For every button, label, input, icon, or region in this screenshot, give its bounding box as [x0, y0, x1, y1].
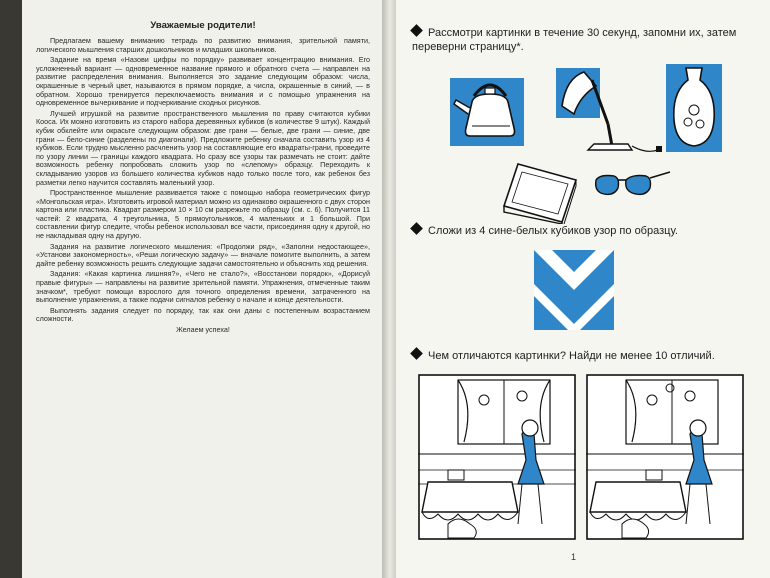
cube-pattern-icon	[534, 250, 614, 330]
paragraph: Задания на развитие логического мышления: «Продолжи ряд», «Заполни недостающее», «Установи закономерность», «Реши логическую задачу» — вначале помогите выполнить, а затем дайте ребенку возможность решить следующие задачи самостоятельно и объяснить ход решения.	[36, 241, 370, 268]
task-text: Сложи из 4 сине-белых кубиков узор по образцу.	[428, 225, 678, 237]
task-differences	[412, 349, 752, 363]
diamond-bullet-icon	[410, 24, 423, 37]
task-memorize	[412, 26, 752, 54]
difference-picture-right	[586, 374, 744, 540]
closing-line: Желаем успеха!	[176, 325, 230, 334]
paragraph: Задания: «Какая картинка лишняя?», «Чего не стало?», «Восстанови порядок», «Дорисуй правые фигуры» — направлены на развитие зрительной памяти. Упражнения, отмеченные таким значком*, требуют помощи взрослого для точного определения времени, затраченного на выполнение упражнения, а также подачи сигналов ребенку о начале и конце деятельности.	[36, 269, 370, 305]
vase-icon	[664, 62, 724, 154]
diamond-bullet-icon	[410, 347, 423, 360]
page-title: Уважаемые родители!	[150, 20, 256, 31]
desk-lamp-icon	[546, 66, 666, 162]
paragraph: Задание на время «Назови цифры по порядку» развивает концентрацию внимания. Его усложненный вариант — одновременное название прямого и обратного счета — направлен на развитие распределения внимания. Выполняется это задание следующим образом: числа, окрашенные в черный цвет, называются в прямом порядке, а числа, окрашенные в синий, — в обратном. Хорошо тренируется переключаемость внимания и с помощью упражнения на одновременное вычеркивание и подчеркивание сходных рисунков.	[36, 55, 370, 108]
paragraph: Лучшей игрушкой на развитие пространственного мышления по праву считаются кубики Кооса. Их можно изготовить из старого набора деревянных кубиков (в количестве 9 штук). Каждый кубик обклейте или окрасьте следующим образом: две грани — белые, две грани — синие, две грани — бело-синие (разделены по диагонали). Предложите ребенку сначала составить узор из 4 кубиков. Если трудно мысленно расчленить узор на составляющие его квадраты-грани, проведите по узору линии — границы каждого квадрата. Но сразу все узоры так размечать не стоит: дайте возможность ребенку попробовать сложить узор по «слепому» образцу. Переходить к складыванию узоров из большего количества кубиков надо только после того, как ребенок без разметки легко научится составлять маленький узор.	[36, 108, 370, 187]
diamond-bullet-icon	[410, 222, 423, 235]
book-icon	[500, 162, 580, 224]
right-page	[396, 0, 770, 578]
task-cubes	[412, 224, 752, 238]
task-text: Чем отличаются картинки? Найди не менее 10 отличий.	[428, 350, 715, 362]
paragraph: Выполнять задания следует по порядку, так как они даны с постепенным возрастанием сложности.	[36, 305, 370, 324]
difference-picture-left	[418, 374, 576, 540]
page-number: 1	[571, 552, 577, 562]
paragraph: Пространственное мышление развивается также с помощью набора геометрических фигур «Монгольская игра». Изготовить игровой материал можно из одинаково окрашенного с двух сторон картона или пластика. Квадрат размером 10 × 10 см разрежьте по образцу (см. с. 6). Получится 11 частей: 2 квадрата, 4 треугольника, 5 прямоугольников, 4 маленьких и 1 большой. При составлении фигур следите, чтобы ребенок использовал все части, присоединяя одну к другой, но не накладывая одну на другую.	[36, 188, 370, 241]
paragraph: Предлагаем вашему вниманию тетрадь по развитию внимания, зрительной памяти, логического мышления старших дошкольников и младших школьников.	[36, 36, 370, 54]
glasses-icon	[592, 166, 672, 200]
left-page	[22, 0, 382, 578]
parents-note	[36, 20, 370, 337]
book-gutter	[382, 0, 396, 578]
kettle-icon	[448, 70, 532, 150]
task-text: Рассмотри картинки в течение 30 секунд, запомни их, затем переверни страницу*.	[412, 27, 737, 53]
